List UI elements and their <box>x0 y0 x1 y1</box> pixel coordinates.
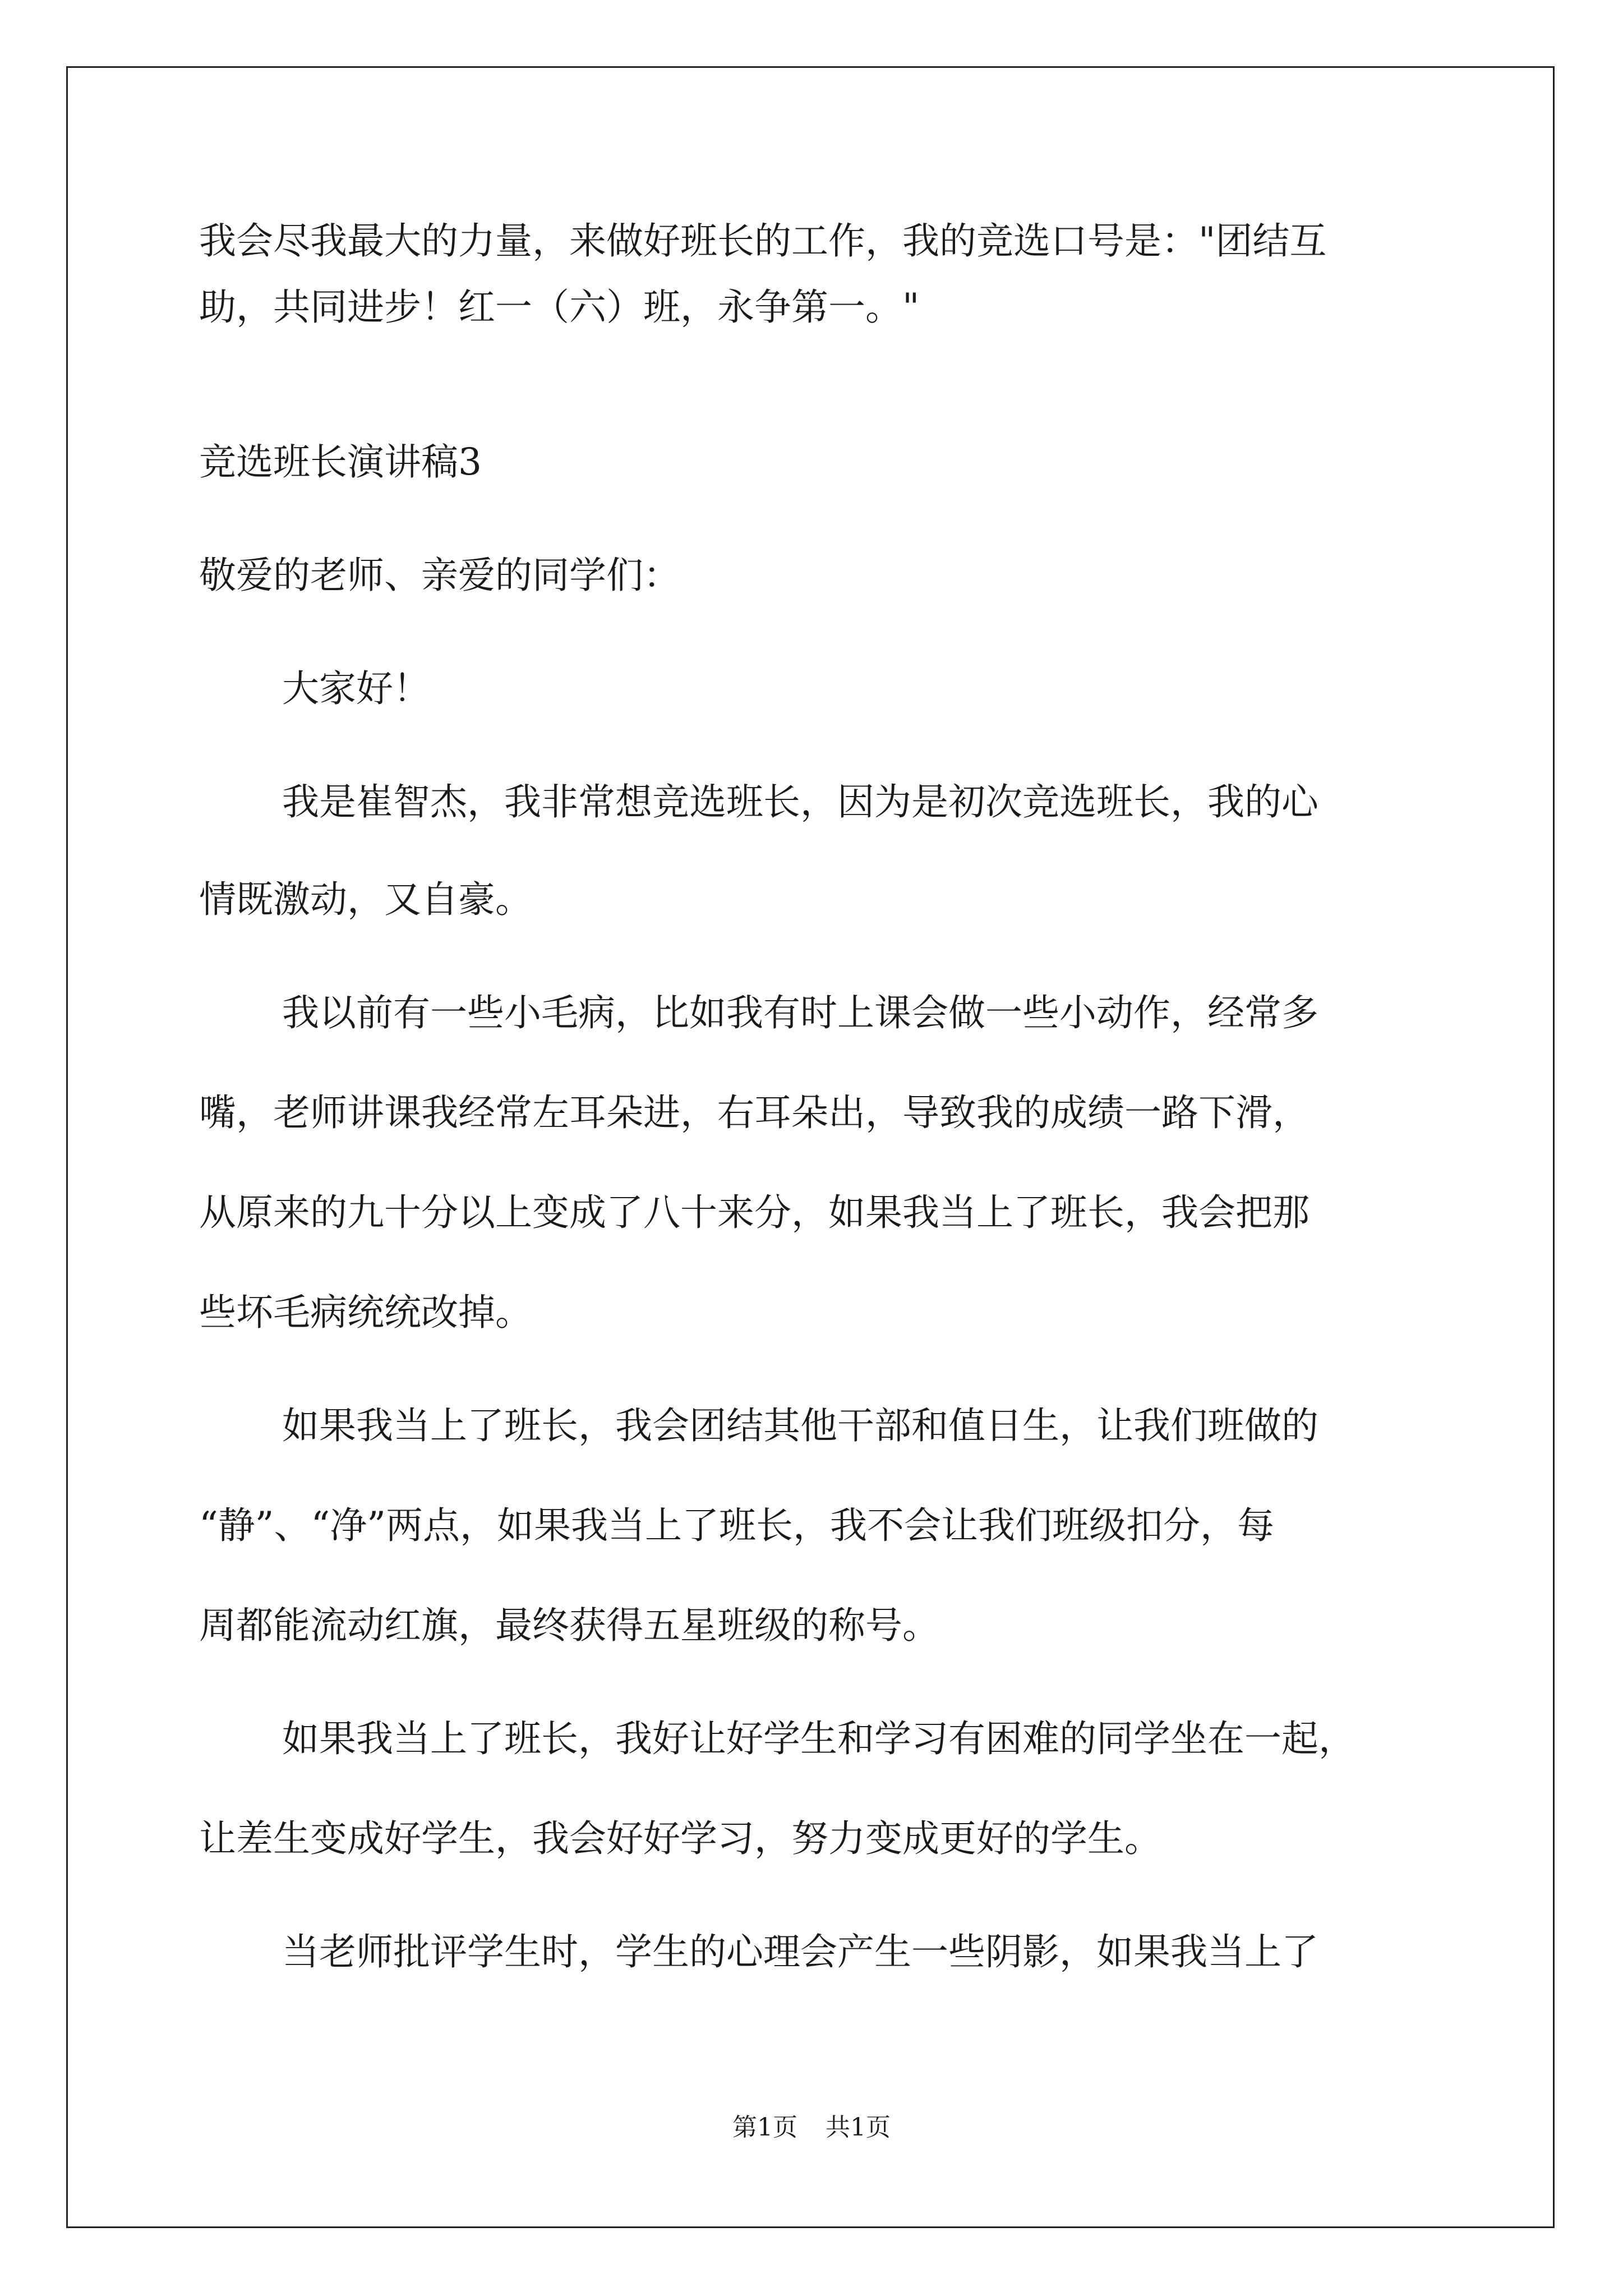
salutation: 敬爱的老师、亲爱的同学们： <box>199 554 680 597</box>
paragraph-line: 从原来的九十分以上变成了八十来分，如果我当上了班长，我会把那 <box>199 1191 1310 1234</box>
section-heading: 竞选班长演讲稿3 <box>199 440 482 484</box>
paragraph-line: 如果我当上了班长，我会团结其他干部和值日生，让我们班做的 <box>282 1404 1318 1447</box>
paragraph-line: 嘴，老师讲课我经常左耳朵进，右耳朵出，导致我的成绩一路下滑， <box>199 1091 1310 1134</box>
greeting: 大家好！ <box>282 667 430 710</box>
paragraph-line: 助，共同进步！红一（六）班，永争第一。" <box>199 286 920 329</box>
paragraph-line: 周都能流动红旗，最终获得五星班级的称号。 <box>199 1604 939 1647</box>
paragraph-line: “静”、“净”两点，如果我当上了班长，我不会让我们班级扣分，每 <box>199 1504 1274 1547</box>
page-number: 第1页 <box>732 2113 797 2142</box>
paragraph-line: 如果我当上了班长，我好让好学生和学习有困难的同学坐在一起， <box>282 1717 1355 1760</box>
paragraph-line: 我以前有一些小毛病，比如我有时上课会做一些小动作，经常多 <box>282 991 1318 1034</box>
paragraph-line: 我是崔智杰，我非常想竞选班长，因为是初次竞选班长，我的心 <box>282 780 1318 823</box>
paragraph-line: 情既激动，又自豪。 <box>199 878 532 921</box>
page-total: 共1页 <box>826 2113 891 2142</box>
page-footer <box>0 2114 1623 2142</box>
page-border <box>66 66 1555 2228</box>
paragraph-line: 让差生变成好学生，我会好好学习，努力变成更好的学生。 <box>199 1817 1161 1860</box>
paragraph-line: 些坏毛病统统改掉。 <box>199 1291 532 1334</box>
paragraph-line: 我会尽我最大的力量，来做好班长的工作，我的竞选口号是："团结互 <box>199 219 1327 263</box>
paragraph-line: 当老师批评学生时，学生的心理会产生一些阴影，如果我当上了 <box>282 1930 1318 1973</box>
